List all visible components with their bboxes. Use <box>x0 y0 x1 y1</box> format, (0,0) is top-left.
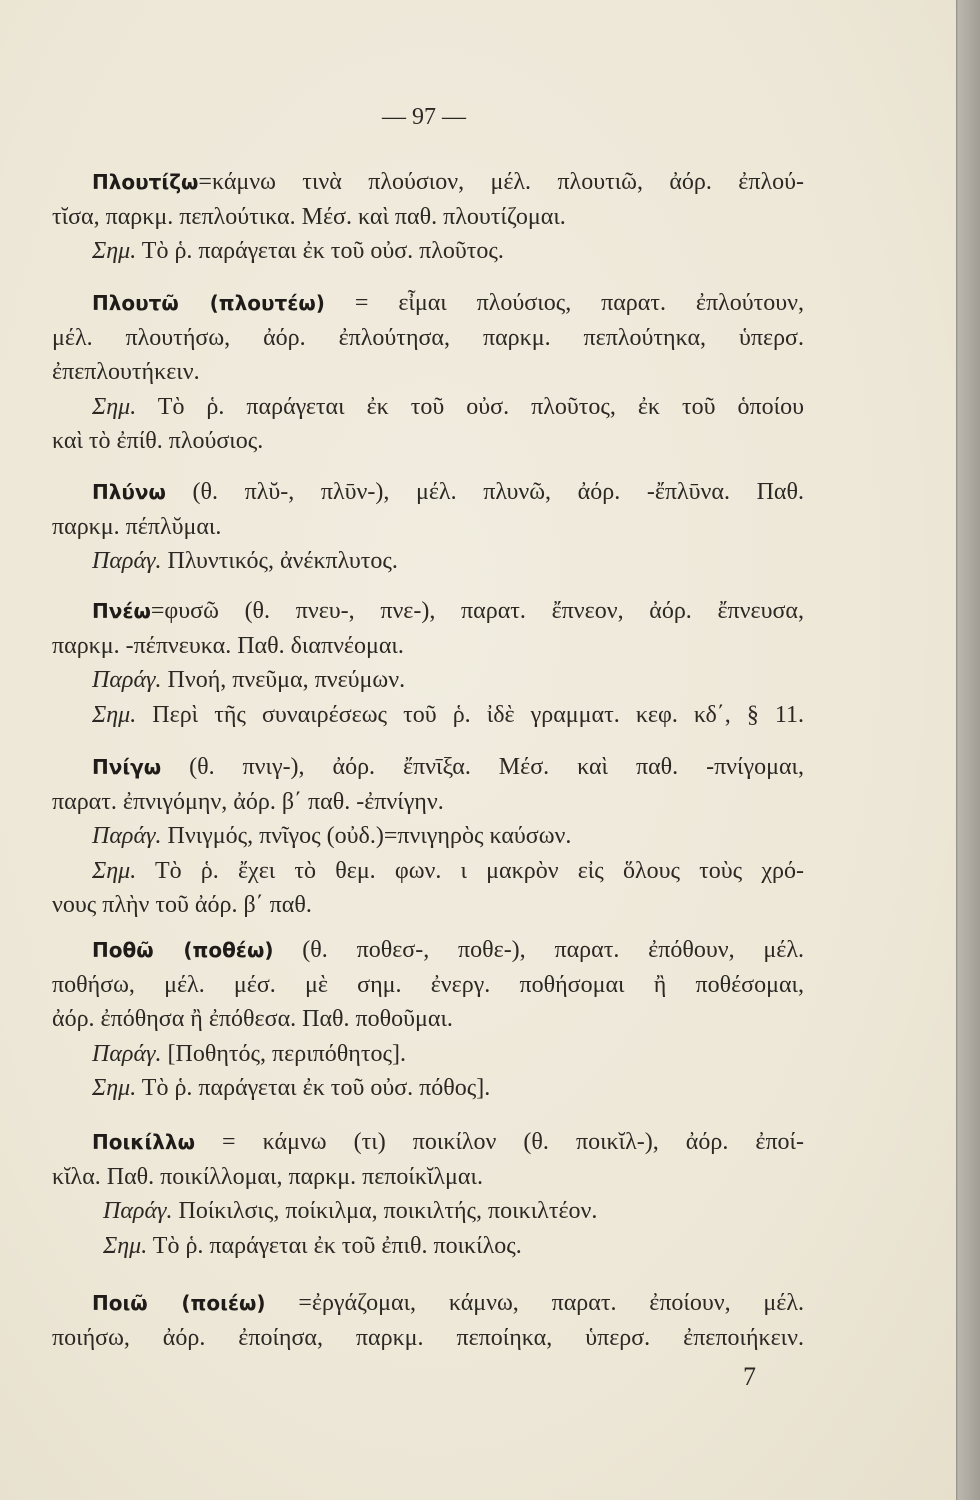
paragoga-label: Παράγ. <box>92 823 162 849</box>
entry-line <box>52 785 804 820</box>
entry-poikillo <box>52 1125 804 1263</box>
entry-line <box>52 1160 804 1195</box>
entry-text: Τὸ ῥ. παράγεται ἐκ τοῦ οὐσ. πλοῦτος. <box>141 238 504 264</box>
line-content <box>92 1071 490 1106</box>
semeiosis-label: Σημ. <box>92 1075 137 1101</box>
entry-line <box>52 1071 804 1106</box>
entry-text: = εἶμαι πλούσιος, παρατ. ἐπλούτουν, <box>354 290 805 316</box>
line-content <box>52 1160 483 1195</box>
entry-text: [Ποθητός, περιπόθητος]. <box>167 1040 406 1067</box>
entry-line <box>52 200 804 235</box>
paragoga-label: Παράγ. <box>92 1040 162 1067</box>
entry-text: =ἐργάζομαι, κάμνω, παρατ. ἐποίουν, μέλ. <box>298 1290 804 1316</box>
entry-text: Περὶ τῆς συναιρέσεως τοῦ ῥ. ἰδὲ γραμματ. κεφ. κδ΄, § 11. <box>152 701 805 728</box>
line-content <box>103 1194 597 1229</box>
headword: Πνίγω <box>92 755 162 779</box>
line-content <box>92 750 804 785</box>
entry-ploutizo <box>52 165 804 269</box>
entry-line <box>52 1321 804 1356</box>
entry-line <box>52 1229 804 1264</box>
line-content <box>52 510 221 545</box>
entry-line <box>52 819 804 854</box>
line-content <box>92 1125 804 1160</box>
line-content <box>92 698 804 733</box>
line-content <box>52 1321 804 1356</box>
line-content <box>52 424 263 459</box>
entry-text: (θ. ποθεσ-, ποθε-), παρατ. ἐπόθουν, μέλ. <box>302 937 804 963</box>
headword: Πλουτίζω <box>92 170 199 194</box>
semeiosis-label: Σημ. <box>92 393 137 420</box>
line-content <box>52 968 804 1003</box>
paragoga-label: Παράγ. <box>103 1198 173 1224</box>
entry-line <box>52 1286 804 1321</box>
line-content <box>92 475 804 510</box>
entry-text: ποιήσω, ἀόρ. ἐποίησα, παρκμ. πεποίηκα, ὑπερσ. ἐπεποιήκειν. <box>52 1324 804 1351</box>
entry-line <box>52 1037 804 1072</box>
line-content <box>92 933 804 968</box>
entry-text: ἐπεπλουτήκειν. <box>52 359 200 385</box>
page-edge <box>956 0 980 1500</box>
entry-line <box>52 390 804 425</box>
entry-line <box>52 854 804 889</box>
paragoga-label: Παράγ. <box>92 667 162 693</box>
entry-text: Τὸ ῥ. παράγεται ἐκ τοῦ οὐσ. πλοῦτος, ἐκ τοῦ ὁποίου <box>157 393 804 420</box>
line-content <box>92 234 504 269</box>
entry-text: τῐσα, παρκμ. πεπλούτικα. Μέσ. καὶ παθ. πλουτίζομαι. <box>52 203 566 230</box>
line-content <box>52 629 404 664</box>
headword: Πνέω <box>92 599 151 623</box>
entry-text: κῐλα. Παθ. ποικίλλομαι, παρκμ. πεποίκῐλμαι. <box>52 1163 483 1190</box>
entry-line <box>52 355 804 390</box>
line-content <box>92 594 804 629</box>
line-content <box>92 819 571 854</box>
entry-poio <box>52 1286 804 1355</box>
line-content <box>52 200 566 235</box>
line-content <box>92 286 804 321</box>
headword: Πλύνω <box>92 480 166 504</box>
paragoga-label: Παράγ. <box>92 548 162 574</box>
line-content <box>92 1286 804 1321</box>
entry-line <box>52 933 804 968</box>
entry-pneo <box>52 594 804 732</box>
entry-line <box>52 750 804 785</box>
line-content <box>92 165 804 200</box>
line-content <box>92 390 804 425</box>
entry-line <box>52 663 804 698</box>
entry-line <box>52 888 804 923</box>
entry-line <box>52 321 804 356</box>
entry-text: (θ. πλῠ-, πλῡν-), μέλ. πλυνῶ, ἀόρ. -ἔπλῡνα. Παθ. <box>192 479 805 505</box>
signature-mark: 7 <box>743 1362 756 1391</box>
headword: Πλουτῶ (πλουτέω) <box>92 291 325 315</box>
entry-line <box>52 1002 804 1037</box>
entry-text: =φυσῶ (θ. πνευ-, πνε-), παρατ. ἔπνεον, ἀόρ. ἔπνευσα, <box>150 598 804 624</box>
entry-text: Πνοή, πνεῦμα, πνεύμων. <box>167 667 406 693</box>
entry-line <box>52 698 804 733</box>
entry-text: νους πλὴν τοῦ ἀόρ. β΄ παθ. <box>52 892 312 918</box>
line-content <box>52 785 444 820</box>
entry-line <box>52 1125 804 1160</box>
entry-text: = κάμνω (τι) ποικίλον (θ. ποικῐλ-), ἀόρ. ἐποί- <box>222 1129 805 1155</box>
headword: Ποιῶ (ποιέω) <box>92 1291 266 1315</box>
line-content <box>52 888 312 923</box>
line-content <box>92 854 804 889</box>
semeiosis-label: Σημ. <box>92 238 137 264</box>
line-content <box>92 544 398 579</box>
entry-line <box>52 165 804 200</box>
entry-text: ἀόρ. ἐπόθησα ἢ ἐπόθεσα. Παθ. ποθοῦμαι. <box>52 1006 453 1032</box>
entry-line <box>52 968 804 1003</box>
line-content <box>52 1002 453 1037</box>
line-content <box>52 321 804 356</box>
headword: Ποθῶ (ποθέω) <box>92 938 274 962</box>
entry-text: καὶ τὸ ἐπίθ. πλούσιος. <box>52 428 264 454</box>
entry-text: Τὸ ῥ. ἔχει τὸ θεμ. φων. ι μακρὸν εἰς ὅλους τοὺς χρό- <box>154 857 804 884</box>
entry-line <box>52 594 804 629</box>
entry-line <box>52 234 804 269</box>
entry-plouto <box>52 286 804 459</box>
entry-text: Πλυντικός, ἀνέκπλυτος. <box>167 548 398 574</box>
entry-plyno <box>52 475 804 579</box>
entry-text: Ποίκιλσις, ποίκιλμα, ποικιλτής, ποικιλτέον. <box>178 1198 598 1224</box>
entry-text: παρκμ. -πέπνευκα. Παθ. διαπνέομαι. <box>52 632 404 659</box>
semeiosis-label: Σημ. <box>92 701 137 728</box>
line-content <box>103 1229 522 1264</box>
entry-text: =κάμνω τινὰ πλούσιον, μέλ. πλουτιῶ, ἀόρ. ἐπλού- <box>198 169 804 195</box>
entry-text: παρκμ. πέπλῠμαι. <box>52 513 222 540</box>
entry-line <box>52 475 804 510</box>
entry-text: Πνιγμός, πνῖγος (οὐδ.)=πνιγηρὸς καύσων. <box>167 823 572 849</box>
entry-line <box>52 1194 804 1229</box>
line-content <box>52 355 200 390</box>
headword: Ποικίλλω <box>92 1130 195 1154</box>
entry-text: Τὸ ῥ. παράγεται ἐκ τοῦ ἐπιθ. ποικίλος. <box>152 1232 522 1259</box>
entry-pnigo <box>52 750 804 923</box>
semeiosis-label: Σημ. <box>92 857 137 884</box>
line-content <box>92 663 405 698</box>
dictionary-text <box>52 165 804 1355</box>
entry-text: παρατ. ἐπνιγόμην, ἀόρ. β΄ παθ. -ἐπνίγην. <box>52 788 444 815</box>
entry-text: Τὸ ῥ. παράγεται ἐκ τοῦ οὐσ. πόθος]. <box>141 1075 491 1101</box>
entry-potho <box>52 933 804 1106</box>
entry-line <box>52 424 804 459</box>
entry-line <box>52 544 804 579</box>
entry-line <box>52 286 804 321</box>
entry-line <box>52 629 804 664</box>
line-content <box>92 1037 406 1072</box>
entry-line <box>52 510 804 545</box>
page-number: — 97 — <box>382 104 466 130</box>
semeiosis-label: Σημ. <box>103 1232 148 1259</box>
entry-text: μέλ. πλουτήσω, ἀόρ. ἐπλούτησα, παρκμ. πεπλούτηκα, ὑπερσ. <box>52 324 804 351</box>
entry-text: (θ. πνιγ-), ἀόρ. ἔπνῑξα. Μέσ. καὶ παθ. -πνίγομαι, <box>189 754 804 780</box>
entry-text: ποθήσω, μέλ. μέσ. μὲ σημ. ἐνεργ. ποθήσομαι ἢ ποθέσομαι, <box>52 971 804 998</box>
